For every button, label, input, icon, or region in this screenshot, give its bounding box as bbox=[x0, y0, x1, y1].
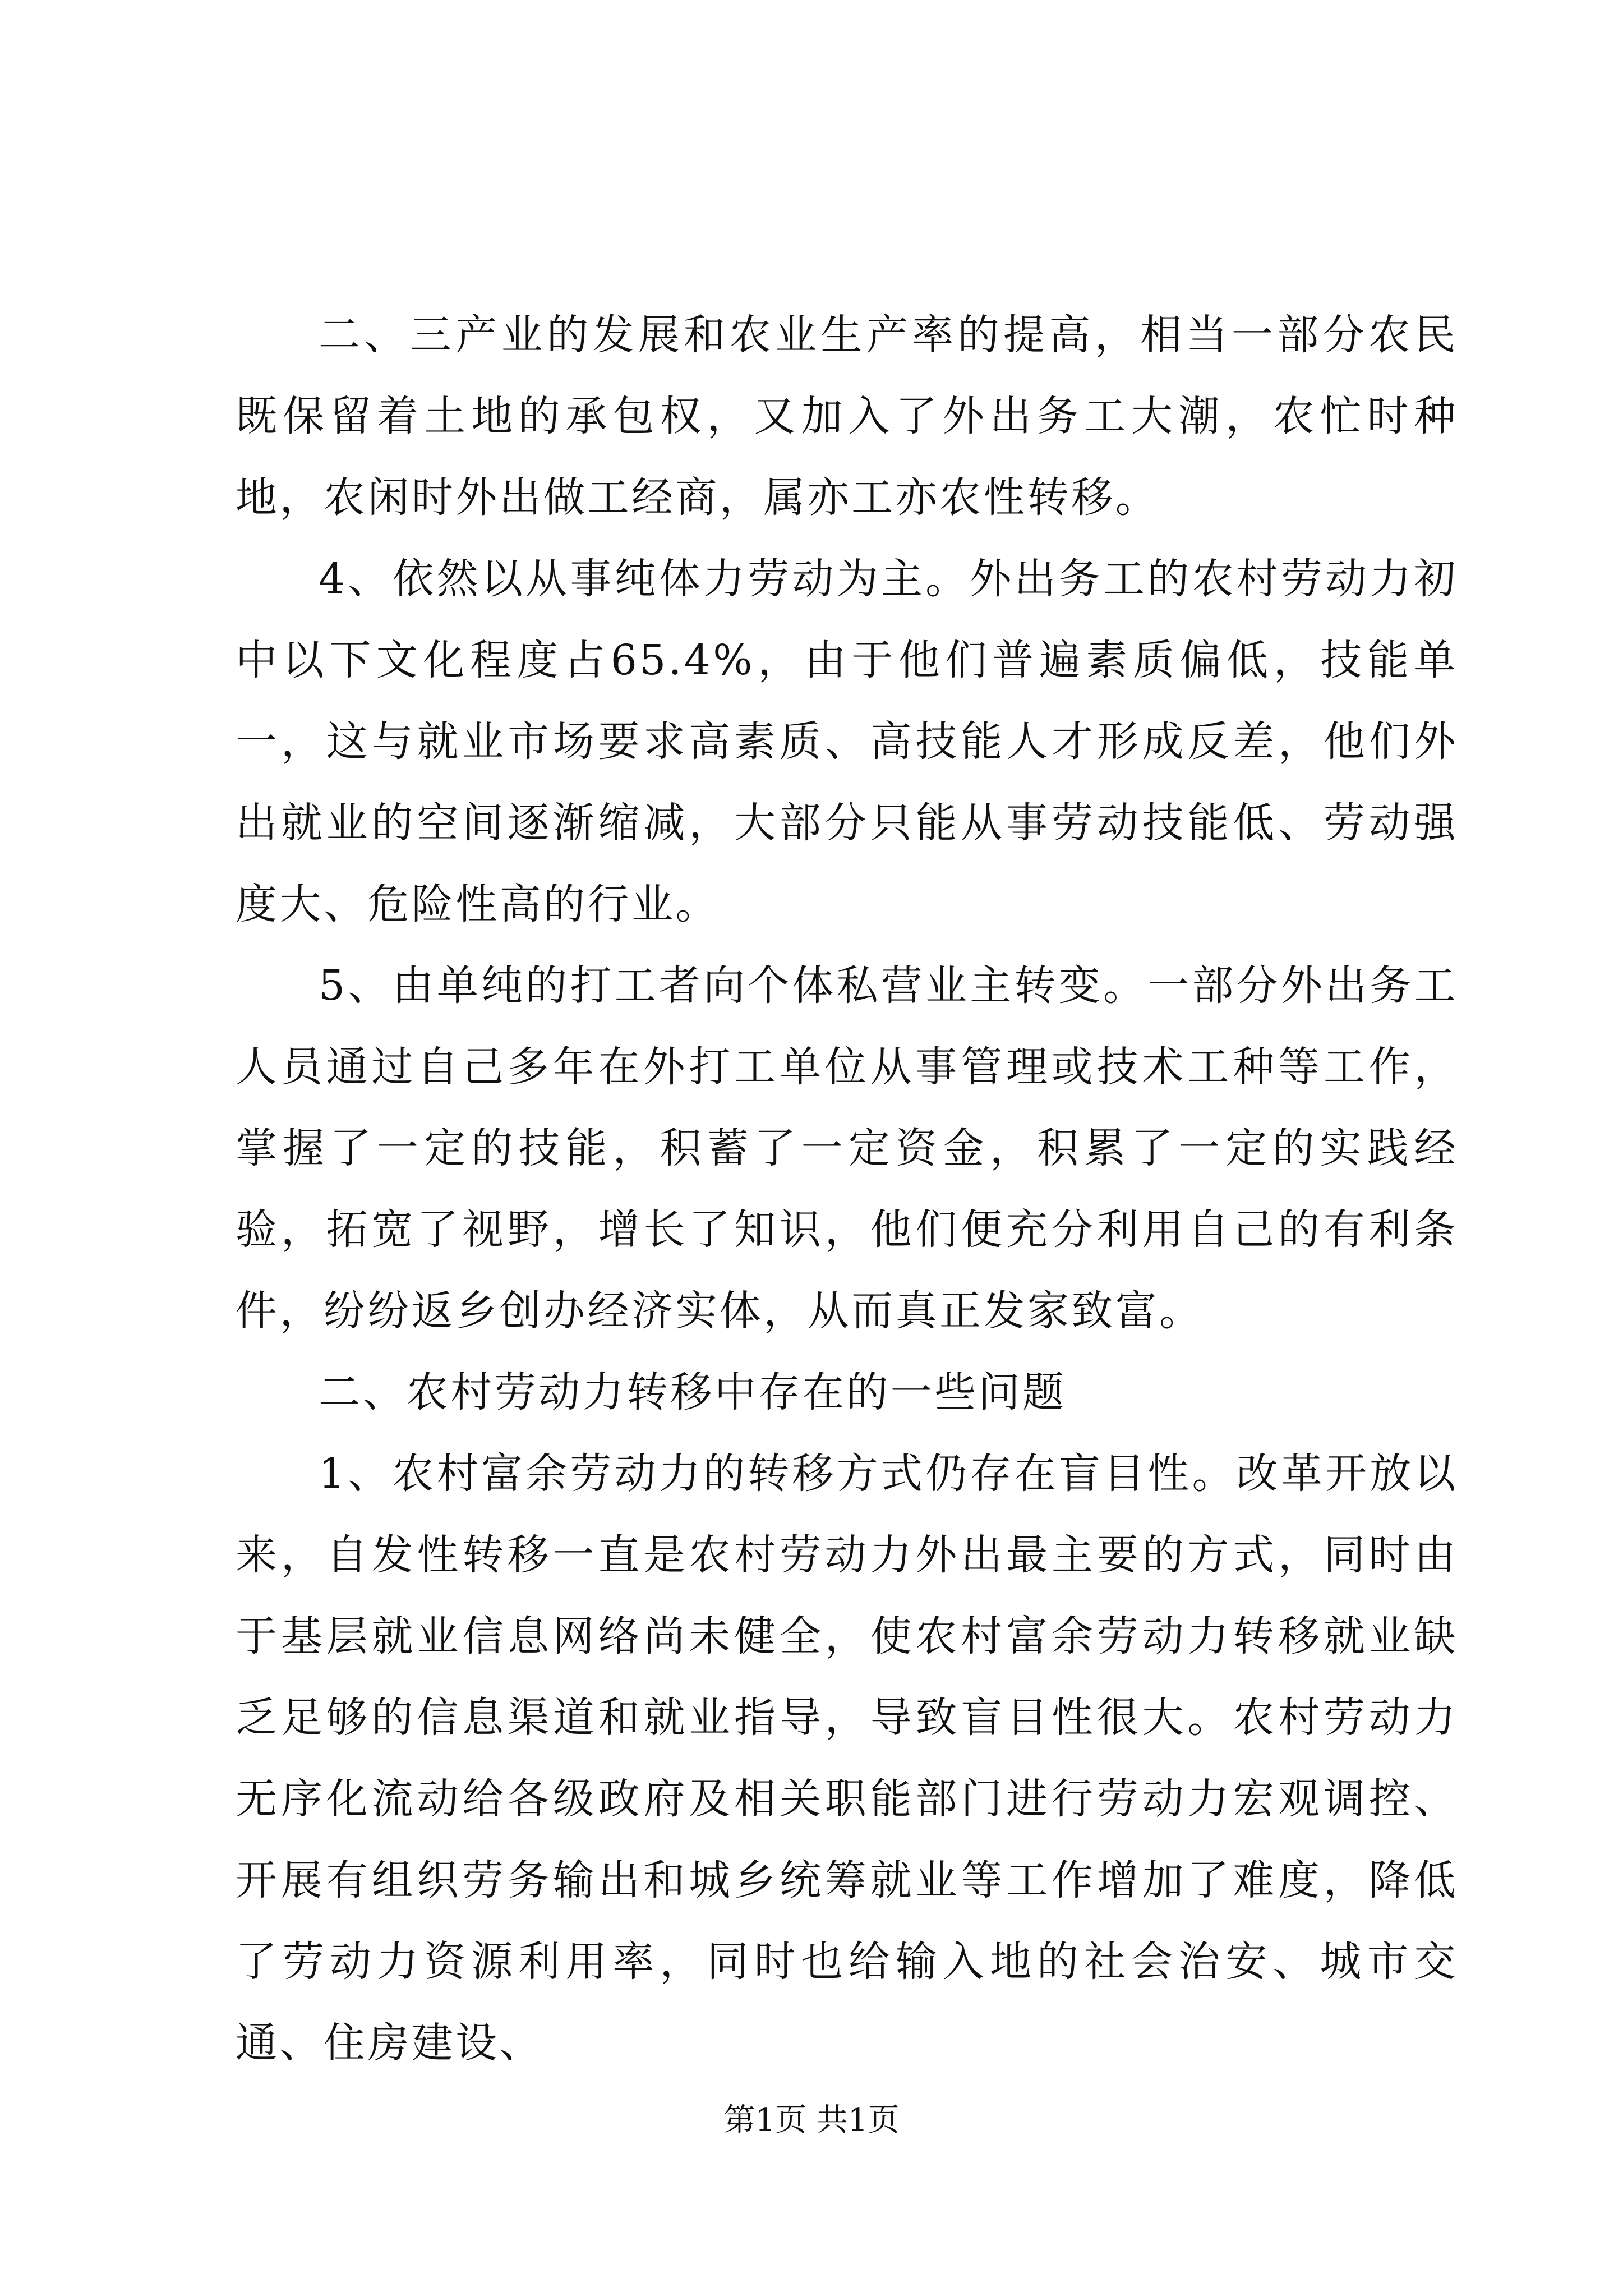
paragraph-transfer-type: 二、三产业的发展和农业生产率的提高，相当一部分农民既保留着土地的承包权，又加入了外出务工大潮，农忙时种地，农闲时外出做工经商，属亦工亦农性转移。 bbox=[236, 311, 1458, 522]
paragraph-point-4: 4、依然以从事纯体力劳动为主。外出务工的农村劳动力初中以下文化程度占65.4%，由于他们普遍素质偏低，技能单一，这与就业市场要求高素质、高技能人才形成反差，他们外出就业的空间逐渐缩减，大部分只能从事劳动技能低、劳动强度大、危险性高的行业。 bbox=[236, 555, 1458, 928]
page-footer: 第1页 共1页 bbox=[723, 2102, 900, 2138]
document-body bbox=[236, 295, 1458, 2084]
paragraph-point-5: 5、由单纯的打工者向个体私营业主转变。一部分外出务工人员通过自己多年在外打工单位从事管理或技术工种等工作，掌握了一定的技能，积蓄了一定资金，积累了一定的实践经验，拓宽了视野，增长了知识，他们便充分利用自己的有利条件，纷纷返乡创办经济实体，从而真正发家致富。 bbox=[236, 961, 1458, 1335]
section-heading-problems: 二、农村劳动力转移中存在的一些问题 bbox=[319, 1368, 1067, 1416]
paragraph-problem-1: 1、农村富余劳动力的转移方式仍存在盲目性。改革开放以来，自发性转移一直是农村劳动力外出最主要的方式，同时由于基层就业信息网络尚未健全，使农村富余劳动力转移就业缺乏足够的信息渠道和就业指导，导致盲目性很大。农村劳动力无序化流动给各级政府及相关职能部门进行劳动力宏观调控、开展有组织劳务输出和城乡统筹就业等工作增加了难度，降低了劳动力资源利用率，同时也给输入地的社会治安、城市交通、住房建设、 bbox=[236, 1450, 1458, 2067]
